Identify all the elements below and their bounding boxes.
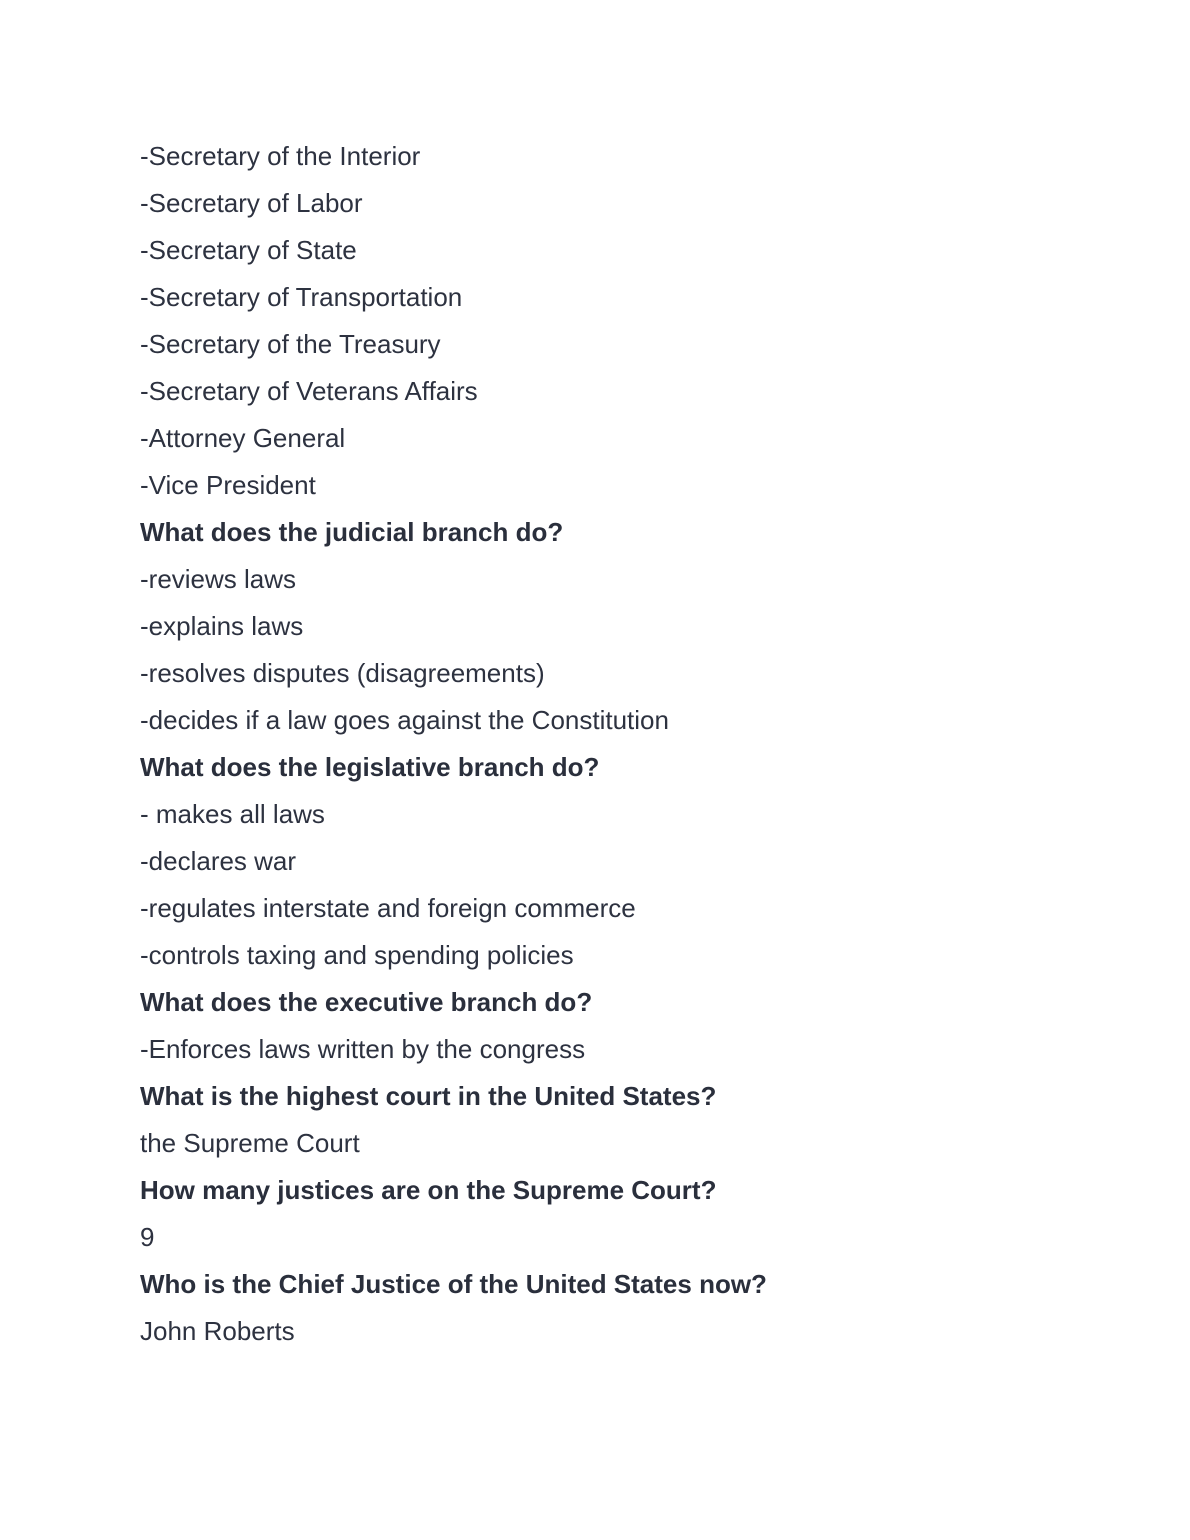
- list-item: -regulates interstate and foreign commerce: [140, 893, 636, 923]
- list-item: -reviews laws: [140, 564, 297, 594]
- list-item: - makes all laws: [140, 799, 325, 829]
- list-item: -Secretary of the Interior: [140, 141, 421, 171]
- list-item: -Vice President: [140, 470, 316, 500]
- list-item: -Secretary of State: [140, 235, 357, 265]
- question-heading: What does the executive branch do?: [140, 987, 593, 1017]
- list-item: -explains laws: [140, 611, 304, 641]
- list-item: -controls taxing and spending policies: [140, 940, 574, 970]
- question-heading: How many justices are on the Supreme Court?: [140, 1175, 717, 1205]
- answer-text: John Roberts: [140, 1316, 295, 1346]
- list-item: -resolves disputes (disagreements): [140, 658, 545, 688]
- list-item: -Secretary of the Treasury: [140, 329, 441, 359]
- answer-text: the Supreme Court: [140, 1128, 360, 1158]
- list-item: -Attorney General: [140, 423, 346, 453]
- list-item: -Enforces laws written by the congress: [140, 1034, 586, 1064]
- list-item: -Secretary of Veterans Affairs: [140, 376, 478, 406]
- list-item: -decides if a law goes against the Constitution: [140, 705, 669, 735]
- list-item: -declares war: [140, 846, 297, 876]
- question-heading: What does the judicial branch do?: [140, 517, 564, 547]
- document-body: [140, 137, 1140, 1359]
- list-item: -Secretary of Labor: [140, 188, 363, 218]
- question-heading: What does the legislative branch do?: [140, 752, 600, 782]
- answer-text: 9: [140, 1222, 155, 1252]
- question-heading: What is the highest court in the United States?: [140, 1081, 717, 1111]
- list-item: -Secretary of Transportation: [140, 282, 463, 312]
- question-heading: Who is the Chief Justice of the United States now?: [140, 1269, 767, 1299]
